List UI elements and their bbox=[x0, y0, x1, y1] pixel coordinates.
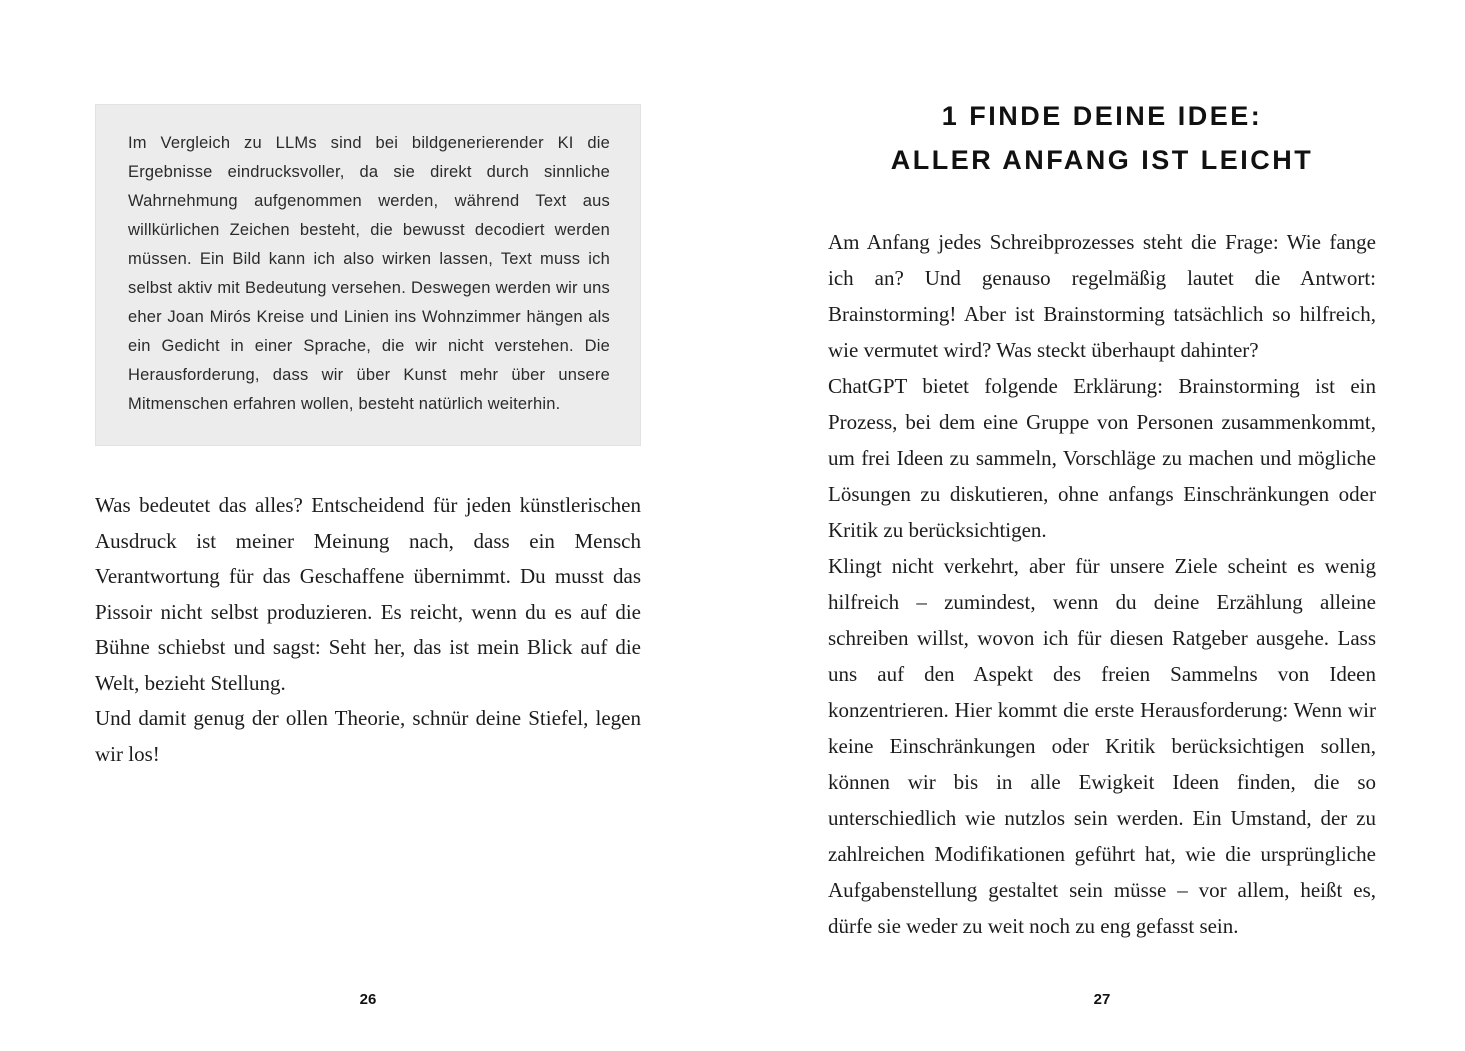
callout-box bbox=[95, 104, 641, 446]
chapter-heading-line2: ALLER ANFANG IST LEICHT bbox=[890, 145, 1314, 175]
body-paragraph: ChatGPT bietet folgende Erklärung: Brainstorming ist ein Prozess, bei dem eine Gruppe von Personen zusammenkommt, um frei Ideen zu sammeln, Vorschläge zu machen und mögliche Lösungen zu diskutieren, ohne anfangs Einschränkungen oder Kritik zu berücksichtigen. bbox=[828, 374, 1376, 542]
left-page bbox=[95, 104, 641, 772]
body-paragraph: Was bedeutet das alles? Entscheidend für jeden künstlerischen Ausdruck ist meiner Meinung nach, dass ein Mensch Verantwortung für das Geschaffene übernimmt. Du musst das Pissoir nicht selbst produzieren. Es reicht, wenn du es auf die Bühne schiebst und sagst: Seht her, das ist mein Blick auf die Welt, bezieht Stellung. bbox=[95, 493, 641, 695]
body-paragraph: Am Anfang jedes Schreibprozesses steht die Frage: Wie fange ich an? Und genauso regelmäßig lautet die Antwort: Brainstorming! Aber ist Brainstorming tatsächlich so hilfreich, wie vermutet wird? Was steckt überhaupt dahinter? bbox=[828, 230, 1376, 362]
page-number-right: 27 bbox=[1093, 991, 1111, 1008]
body-paragraph: Klingt nicht verkehrt, aber für unsere Ziele scheint es wenig hilfreich – zumindest, wenn du deine Erzählung alleine schreiben willst, wovon ich für diesen Ratgeber ausgehe. Lass uns auf den Aspekt des freien Sammelns von Ideen konzentrieren. Hier kommt die erste Herausforderung: Wenn wir keine Einschränkungen oder Kritik berücksichtigen sollen, können wir bis in alle Ewigkeit Ideen finden, die so unterschiedlich wie nutzlos sein werden. Ein Umstand, der zu zahlreichen Modifikationen geführt hat, wie die ursprüngliche Aufgabenstellung gestaltet sein müsse – vor allem, heißt es, dürfe sie weder zu weit noch zu eng gefasst sein. bbox=[828, 554, 1376, 938]
chapter-heading bbox=[828, 94, 1376, 182]
right-page bbox=[828, 94, 1376, 944]
chapter-heading-line1: 1 FINDE DEINE IDEE: bbox=[941, 101, 1263, 131]
right-page-body bbox=[828, 224, 1376, 944]
page-number-left: 26 bbox=[359, 991, 377, 1008]
callout-text: Im Vergleich zu LLMs sind bei bildgenerierender KI die Ergebnisse eindrucksvoller, da sie direkt durch sinnliche Wahrnehmung aufgenommen werden, während Text aus willkürlichen Zeichen besteht, die bewusst decodiert werden müssen. Ein Bild kann ich also wirken lassen, Text muss ich selbst aktiv mit Bedeutung versehen. Deswegen werden wir uns eher Joan Mirós Kreise und Linien ins Wohnzimmer hängen als ein Gedicht in einer Sprache, die wir nicht verstehen. Die Herausforderung, dass wir über Kunst mehr über unsere Mitmenschen erfahren wollen, besteht natürlich weiterhin. bbox=[128, 134, 610, 413]
body-paragraph: Und damit genug der ollen Theorie, schnür deine Stiefel, legen wir los! bbox=[95, 706, 641, 766]
left-page-body bbox=[95, 488, 641, 772]
